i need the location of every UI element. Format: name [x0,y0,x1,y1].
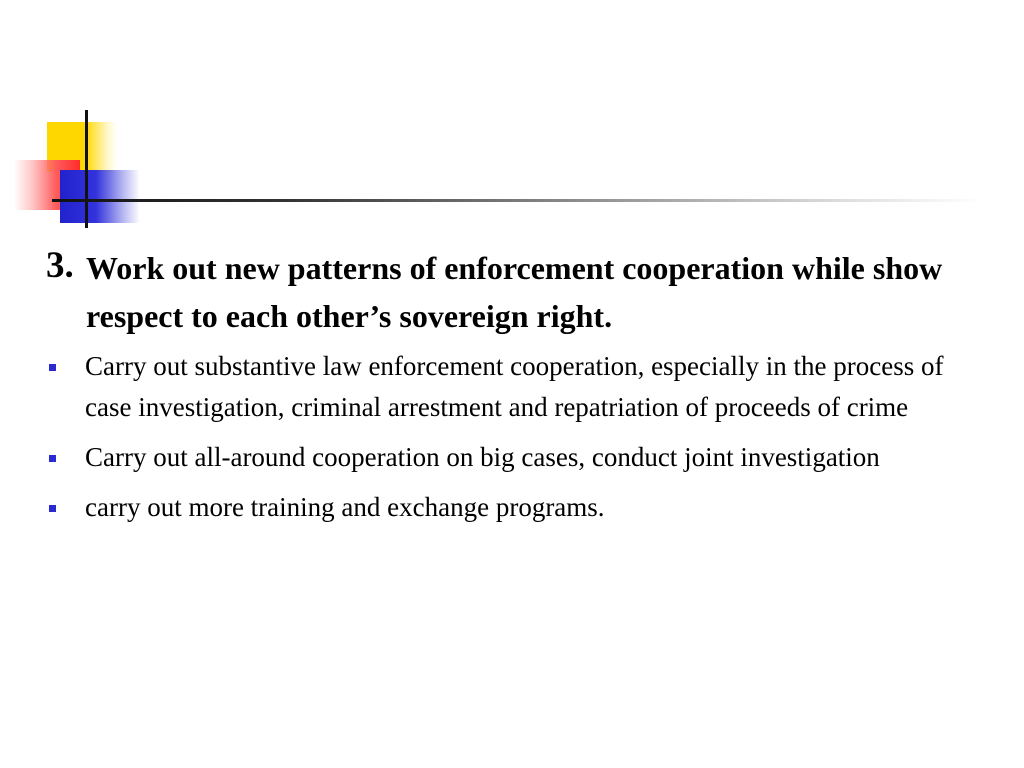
bullet-text: Carry out substantive law enforcement cooperation, especially in the process of case investigation, criminal arrestment and repatriation of proceeds of crime [85,351,944,422]
slide-heading [46,242,996,340]
square-bullet-icon [49,364,56,371]
bullet-text: Carry out all-around cooperation on big cases, conduct joint investigation [85,442,880,472]
heading-text: Work out new patterns of enforcement cooperation while show respect to each other’s sovereign right. [86,250,943,334]
bullet-item [44,346,984,428]
blue-square-decoration [60,170,140,223]
bullet-text: carry out more training and exchange programs. [85,492,605,522]
bullet-item [44,487,984,528]
square-bullet-icon [49,455,56,462]
vertical-rule-decoration [85,110,88,228]
square-bullet-icon [49,505,56,512]
bullet-list [44,346,984,537]
horizontal-rule-decoration [52,199,982,202]
heading-number: 3. [46,245,74,286]
bullet-item [44,437,984,478]
